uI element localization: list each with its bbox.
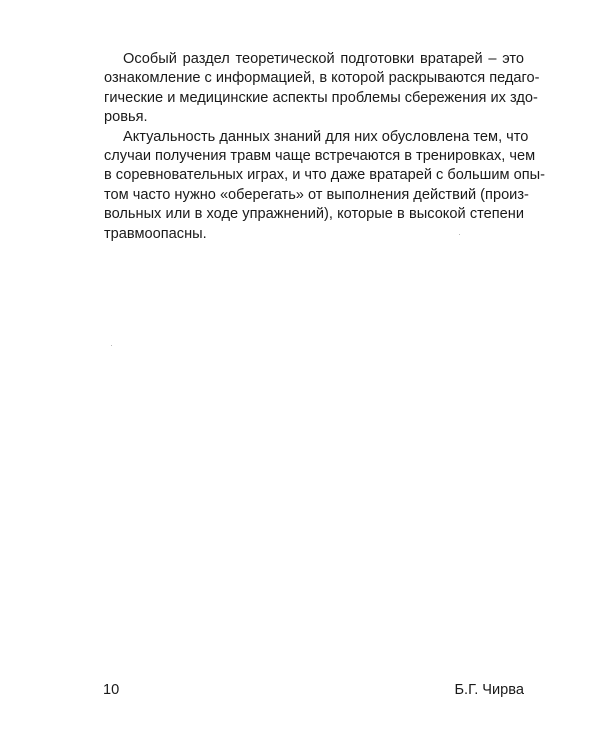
text-line: Особый раздел теоретической подготовки вратарей – это xyxy=(123,51,524,67)
text-line: гические и медицинские аспекты проблемы сбережения их здо- xyxy=(104,89,538,106)
text-line: ознакомление с информацией, в которой раскрываются педаго- xyxy=(104,70,540,87)
paragraph-1 xyxy=(104,50,540,128)
text-line: в соревновательных играх, и что даже вратарей с большим опы- xyxy=(104,167,545,184)
text-line: ровья. xyxy=(104,109,148,126)
scan-speck xyxy=(459,234,460,235)
author-name: Б.Г. Чирва xyxy=(454,682,524,698)
text-line: том часто нужно «оберегать» от выполнения действий (произ- xyxy=(104,186,529,203)
text-line: травмоопасны. xyxy=(104,225,207,242)
text-line: вольных или в ходе упражнений), которые в высокой степени xyxy=(104,206,524,223)
paragraph-2 xyxy=(104,128,545,244)
text-line: Актуальность данных знаний для них обусловлена тем, что xyxy=(123,128,529,145)
body-text xyxy=(104,50,545,244)
scan-speck xyxy=(111,345,112,346)
text-line: случаи получения травм чаще встречаются в тренировках, чем xyxy=(104,148,536,165)
page-number: 10 xyxy=(103,682,120,698)
